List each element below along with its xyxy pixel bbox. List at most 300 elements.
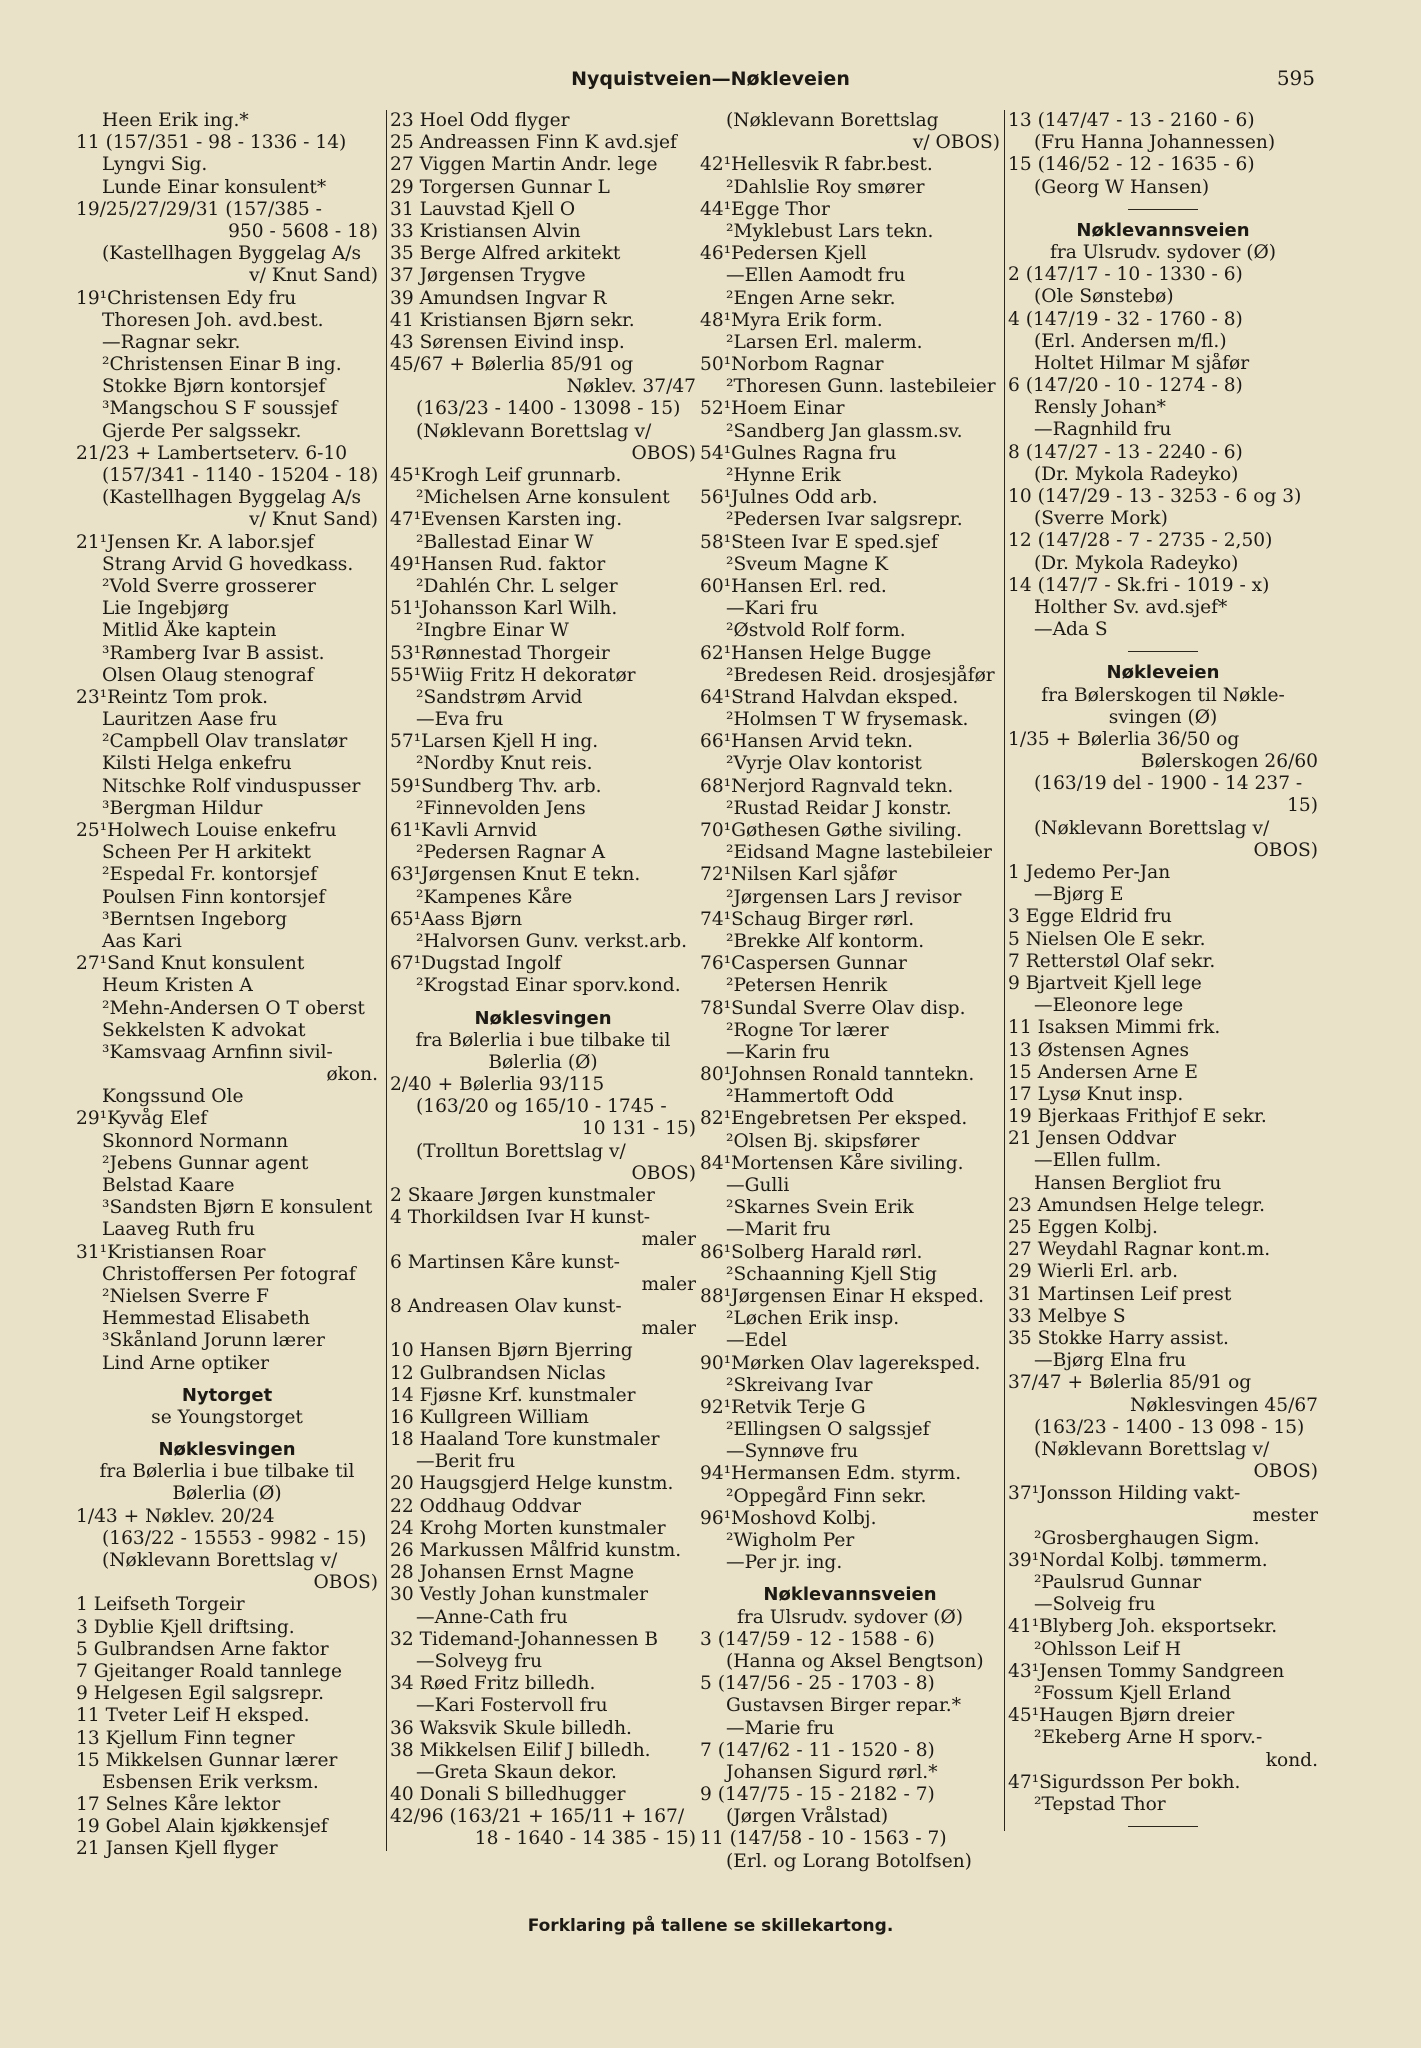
directory-entry: 88¹Jørgensen Einar H eksped. [700, 1285, 984, 1307]
directory-entry: 27 Viggen Martin Andr. lege [390, 154, 658, 176]
directory-entry: —Ellen fullm. [1034, 1150, 1162, 1172]
directory-entry: 64¹Strand Halvdan eksped. [700, 686, 959, 708]
directory-entry: (163/23 - 1400 - 13 098 - 15) [1034, 1416, 1305, 1438]
section-heading: Nøklevannsveien [1076, 219, 1250, 241]
directory-entry: 9 Bjartveit Kjell lege [1008, 972, 1202, 994]
directory-entry: 35 Berge Alfred arkitekt [390, 243, 621, 265]
directory-entry: 7 Gjeitanger Roald tannlege [76, 1660, 342, 1682]
directory-entry: 60¹Hansen Erl. red. [700, 575, 887, 597]
directory-entry: 1/35 + Bølerlia 36/50 og [1008, 728, 1240, 750]
directory-entry: ²Petersen Henrik [726, 975, 888, 997]
directory-entry: ²Ekeberg Arne H sporv.- [1034, 1727, 1263, 1749]
directory-entry: 42¹Hellesvik R fabr.best. [700, 154, 933, 176]
directory-entry: —Ragnhild fru [1034, 419, 1172, 441]
directory-entry: ²Eidsand Magne lastebileier [726, 842, 992, 864]
directory-entry: Lind Arne optiker [102, 1352, 269, 1374]
directory-entry: ²Espedal Fr. kontorsjef [102, 864, 318, 886]
directory-entry: OBOS) [631, 1162, 696, 1184]
directory-entry: 19 Bjerkaas Frithjof E sekr. [1008, 1106, 1267, 1128]
directory-entry: 96¹Moshovd Kolbj. [700, 1507, 877, 1529]
directory-entry: 20 Haugsgjerd Helge kunstm. [390, 1473, 674, 1495]
directory-entry: 29¹Kyvåg Elef [76, 1108, 208, 1130]
page-number: 595 [1276, 66, 1315, 90]
directory-entry: 37¹Jonsson Hilding vakt- [1008, 1483, 1241, 1505]
directory-entry: 950 - 5608 - 18) [228, 220, 378, 242]
directory-entry: 22 Oddhaug Oddvar [390, 1495, 581, 1517]
directory-entry: 43¹Jensen Tommy Sandgreen [1008, 1660, 1285, 1682]
directory-entry: ²Rustad Reidar J konstr. [726, 797, 952, 819]
directory-entry: ²Hammertoft Odd [726, 1086, 894, 1108]
directory-entry: Kongssund Ole [102, 1086, 244, 1108]
directory-entry: (Nøklevann Borettslag v/ [1034, 1438, 1270, 1460]
directory-entry: Stokke Bjørn kontorsjef [102, 376, 326, 398]
directory-entry: ²Tepstad Thor [1034, 1793, 1166, 1815]
directory-entry: Holther Sv. avd.sjef* [1034, 596, 1228, 618]
directory-entry: —Solveyg fru [416, 1650, 543, 1672]
directory-entry: ²Campbell Olav translatør [102, 731, 348, 753]
directory-entry: 45¹Haugen Bjørn dreier [1008, 1705, 1235, 1727]
directory-entry: 54¹Gulnes Ragna fru [700, 442, 897, 464]
directory-entry: 94¹Hermansen Edm. styrm. [700, 1463, 962, 1485]
directory-entry: 49¹Hansen Rud. faktor [390, 553, 606, 575]
directory-entry: ²Vyrje Olav kontorist [726, 753, 922, 775]
directory-entry: ²Myklebust Lars tekn. [726, 220, 934, 242]
directory-entry: 44¹Egge Thor [700, 198, 830, 220]
directory-entry: 43 Sørensen Eivind insp. [390, 331, 625, 353]
directory-entry: 50¹Norbom Ragnar [700, 354, 884, 376]
directory-entry: 12 (147/28 - 7 - 2735 - 2,50) [1008, 530, 1273, 552]
directory-entry: ²Olsen Bj. skipsfører [726, 1130, 920, 1152]
directory-entry: ²Vold Sverre grosserer [102, 575, 316, 597]
directory-entry: 2 (147/17 - 10 - 1330 - 6) [1008, 264, 1243, 286]
directory-entry: ²Fossum Kjell Erland [1034, 1682, 1231, 1704]
directory-entry: 11 Isaksen Mimmi frk. [1008, 1017, 1221, 1039]
directory-entry: fra Ulsrudv. sydover (Ø) [736, 1606, 963, 1628]
directory-entry: 41 Kristiansen Bjørn sekr. [390, 309, 635, 331]
directory-entry: 23¹Reintz Tom prok. [76, 686, 269, 708]
directory-entry: 31¹Kristiansen Roar [76, 1241, 266, 1263]
directory-entry: ²Ellingsen O salgssjef [726, 1419, 930, 1441]
directory-entry: 23 Amundsen Helge telegr. [1008, 1194, 1265, 1216]
directory-entry: 30 Vestly Johan kunstmaler [390, 1584, 649, 1606]
directory-entry: Strang Arvid G hovedkass. [102, 553, 354, 575]
directory-entry: 11 (157/351 - 98 - 1336 - 14) [76, 132, 347, 154]
directory-entry: OBOS) [631, 442, 696, 464]
directory-entry: 80¹Johnsen Ronald tanntekn. [700, 1064, 975, 1086]
directory-entry: 3 Dyblie Kjell driftsing. [76, 1616, 295, 1638]
directory-entry: ²Sandberg Jan glassm.sv. [726, 420, 963, 442]
directory-entry: Bølerlia (Ø) [488, 1051, 598, 1073]
directory-entry: 68¹Nerjord Ragnvald tekn. [700, 775, 954, 797]
directory-entry: ²Ingbre Einar W [416, 620, 569, 642]
directory-entry: 72¹Nilsen Karl sjåfør [700, 864, 897, 886]
directory-entry: 63¹Jørgensen Knut E tekn. [390, 864, 641, 886]
directory-entry: 13 Kjellum Finn tegner [76, 1727, 295, 1749]
directory-entry: ²Pedersen Ivar salgsrepr. [726, 509, 963, 531]
directory-entry: ³Mangschou S F soussjef [102, 398, 338, 420]
directory-entry: 7 (147/62 - 11 - 1520 - 8) [700, 1739, 935, 1761]
directory-entry: ²Oppegård Finn sekr. [726, 1485, 927, 1507]
directory-entry: 4 (147/19 - 32 - 1760 - 8) [1008, 308, 1243, 330]
directory-entry: 17 Lysø Knut insp. [1008, 1083, 1184, 1105]
directory-entry: 11 Tveter Leif H eksped. [76, 1705, 310, 1727]
directory-entry: mester [1252, 1505, 1318, 1527]
directory-entry: (Georg W Hansen) [1034, 176, 1210, 198]
directory-entry: v/ Knut Sand) [249, 509, 378, 531]
directory-entry: Nøklesvingen 45/67 [1129, 1394, 1318, 1416]
directory-entry: ²Wigholm Per [726, 1530, 855, 1551]
directory-entry: 17 Selnes Kåre lektor [76, 1794, 281, 1816]
directory-entry: —Karin fru [726, 1041, 831, 1063]
section-heading: Nøklesvingen [474, 1007, 612, 1029]
directory-entry: 12 Gulbrandsen Niclas [390, 1362, 606, 1384]
directory-entry: Thoresen Joh. avd.best. [102, 309, 324, 331]
directory-entry: 1/43 + Nøklev. 20/24 [76, 1505, 275, 1527]
directory-entry: 19 Gobel Alain kjøkkensjef [76, 1816, 328, 1838]
directory-entry: 61¹Kavli Arnvid [390, 820, 538, 841]
section-heading: Nytorget [181, 1384, 273, 1406]
directory-entry: ²Mehn-Andersen O T oberst [102, 997, 365, 1019]
directory-entry: (Nøklevann Borettslag v/ [416, 420, 652, 442]
section-heading: Nøkleveien [1106, 662, 1220, 684]
directory-entry: (Sverre Mork) [1034, 508, 1168, 530]
directory-entry: 33 Kristiansen Alvin [390, 220, 581, 242]
directory-entry: (Trolltun Borettslag v/ [416, 1140, 626, 1162]
directory-entry: —Bjørg Elna fru [1034, 1350, 1187, 1372]
directory-entry: ²Løchen Erik insp. [726, 1308, 900, 1330]
directory-entry: svingen (Ø) [1108, 706, 1218, 728]
directory-entry: 76¹Caspersen Gunnar [700, 953, 907, 975]
directory-entry: (163/23 - 1400 - 13098 - 15) [416, 398, 681, 420]
directory-entry: —Per jr. ing. [726, 1552, 843, 1574]
directory-entry: —Bjørg E [1034, 884, 1124, 906]
directory-entry: ²Krogstad Einar sporv.kond. [416, 975, 681, 997]
directory-entry: 70¹Gøthesen Gøthe siviling. [700, 820, 963, 841]
directory-entry: økon. [326, 1064, 378, 1086]
directory-entry: 92¹Retvik Terje G [700, 1396, 866, 1418]
directory-entry: —Gulli [726, 1175, 790, 1196]
directory-entry: ³Berntsen Ingeborg [102, 908, 288, 930]
directory-entry: Esbensen Erik verksm. [102, 1771, 319, 1793]
directory-entry: (163/22 - 15553 - 9982 - 15) [102, 1527, 367, 1549]
directory-entry: Johansen Sigurd rørl.* [726, 1761, 938, 1783]
directory-entry: (Dr. Mykola Radeyko) [1034, 463, 1239, 485]
directory-entry: 1 Leifseth Torgeir [76, 1594, 245, 1616]
directory-entry: fra Bølerlia i bue tilbake til [415, 1029, 671, 1051]
directory-entry: 35 Stokke Harry assist. [1008, 1327, 1229, 1349]
directory-entry: 11 (147/58 - 10 - 1563 - 7) [700, 1828, 947, 1850]
directory-entry: 18 - 1640 - 14 385 - 15) [474, 1828, 696, 1850]
directory-entry: —Kari Fostervoll fru [416, 1695, 608, 1717]
directory-entry: 84¹Mortensen Kåre siviling. [700, 1152, 964, 1174]
directory-entry: —Greta Skaun dekor. [416, 1761, 617, 1783]
directory-entry: ³Skånland Jorunn lærer [102, 1330, 325, 1352]
directory-entry: ²Dahlslie Roy smører [726, 176, 925, 198]
directory-entry: Hansen Bergliot fru [1034, 1172, 1222, 1194]
directory-entry: OBOS) [1253, 1461, 1318, 1483]
directory-entry: Lunde Einar konsulent* [102, 176, 327, 198]
directory-entry: Lie Ingebjørg [102, 598, 230, 620]
column-4 [1004, 110, 1318, 1831]
directory-entry: (Kastellhagen Byggelag A/s [102, 487, 362, 509]
directory-entry: 3 Egge Eldrid fru [1008, 906, 1172, 928]
directory-entry: Gjerde Per salgssekr. [102, 420, 302, 442]
directory-entry: ²Grosberghaugen Sigm. [1034, 1527, 1260, 1549]
directory-entry: Nøklev. 37/47 [566, 376, 696, 398]
directory-entry: 14 Fjøsne Krf. kunstmaler [390, 1384, 636, 1406]
directory-entry: ²Jebens Gunnar agent [102, 1152, 309, 1174]
directory-entry: (Ole Sønstebø) [1034, 286, 1174, 308]
directory-entry: 36 Waksvik Skule billedh. [390, 1717, 632, 1739]
directory-entry: 4 Thorkildsen Ivar H kunst- [390, 1207, 651, 1229]
directory-entry: 39¹Nordal Kolbj. tømmerm. [1008, 1549, 1268, 1571]
directory-entry: 29 Torgersen Gunnar L [390, 176, 610, 198]
directory-entry: Hemmestad Elisabeth [102, 1308, 310, 1330]
directory-entry: ²Larsen Erl. malerm. [726, 331, 923, 353]
directory-entry: 10 (147/29 - 13 - 3253 - 6 og 3) [1008, 486, 1302, 508]
directory-entry: 82¹Engebretsen Per eksped. [700, 1108, 968, 1130]
directory-entry: ²Sveum Magne K [726, 553, 889, 575]
directory-entry: 21/23 + Lambertseterv. 6-10 [76, 442, 348, 464]
column-3 [700, 110, 1000, 1873]
directory-entry: 8 Andreasen Olav kunst- [390, 1295, 622, 1317]
directory-entry: —Kari fru [726, 598, 819, 620]
directory-entry: 40 Donali S billedhugger [390, 1784, 626, 1806]
page-title: Nyquistveien—Nøkleveien [571, 68, 850, 90]
directory-entry: Lyngvi Sig. [102, 154, 208, 176]
directory-entry: 46¹Pedersen Kjell [700, 243, 867, 265]
directory-entry: (Hanna og Aksel Bengtson) [726, 1650, 984, 1672]
directory-entry: ³Sandsten Bjørn E konsulent [102, 1197, 373, 1219]
directory-entry: ²Østvold Rolf form. [726, 620, 906, 642]
directory-entry: ²Skreivang Ivar [726, 1374, 873, 1396]
directory-entry: 2 Skaare Jørgen kunstmaler [390, 1185, 655, 1207]
directory-entry: ²Sandstrøm Arvid [416, 686, 583, 708]
directory-entry: 74¹Schaug Birger rørl. [700, 908, 915, 930]
directory-entry: ²Nielsen Sverre F [102, 1285, 269, 1307]
directory-entry: 8 (147/27 - 13 - 2240 - 6) [1008, 441, 1243, 463]
directory-entry: 14 (147/7 - Sk.fri - 1019 - x) [1008, 574, 1270, 596]
directory-entry: 13 Østensen Agnes [1008, 1039, 1190, 1061]
directory-entry: 39 Amundsen Ingvar R [390, 287, 607, 309]
directory-entry: ²Paulsrud Gunnar [1034, 1572, 1202, 1594]
directory-entry: (Nøklevann Borettslag [726, 110, 939, 131]
directory-entry: fra Bølerlia i bue tilbake til [99, 1461, 355, 1483]
directory-entry: 21 Jensen Oddvar [1008, 1128, 1176, 1150]
directory-entry: 56¹Julnes Odd arb. [700, 487, 878, 509]
directory-entry: —Anne-Cath fru [416, 1606, 568, 1628]
directory-entry: ³Ramberg Ivar B assist. [102, 642, 325, 664]
directory-entry: 9 (147/75 - 15 - 2182 - 7) [700, 1784, 935, 1806]
directory-entry: ²Hynne Erik [726, 465, 841, 486]
directory-entry: Lauritzen Aase fru [102, 709, 278, 731]
directory-entry: 10 Hansen Bjørn Bjerring [390, 1340, 633, 1362]
directory-entry: (Erl. Andersen m/fl.) [1034, 330, 1227, 352]
directory-entry: 57¹Larsen Kjell H ing. [390, 731, 599, 753]
column-2 [386, 110, 696, 1851]
directory-entry: 10 131 - 15) [581, 1118, 696, 1140]
directory-entry: ²Holmsen T W frysemask. [726, 709, 969, 731]
directory-entry: 21 Jansen Kjell flyger [76, 1838, 278, 1860]
directory-entry: ²Michelsen Arne konsulent [416, 487, 670, 509]
directory-entry: ²Schaanning Kjell Stig [726, 1263, 937, 1285]
column-1 [76, 110, 378, 1861]
directory-entry: 66¹Hansen Arvid tekn. [700, 731, 914, 753]
directory-entry: 6 Martinsen Kåre kunst- [390, 1251, 620, 1273]
directory-entry: (Jørgen Vrålstad) [726, 1806, 889, 1828]
section-heading: Nøklevannsveien [763, 1584, 937, 1606]
directory-entry: 19/25/27/29/31 (157/385 - [76, 198, 322, 220]
directory-entry: 31 Lauvstad Kjell O [390, 198, 576, 220]
directory-entry: 47¹Sigurdsson Per bokh. [1008, 1771, 1241, 1793]
directory-entry: 42/96 (163/21 + 165/11 + 167/ [390, 1806, 685, 1828]
directory-entry: 34 Røed Fritz billedh. [390, 1673, 596, 1695]
directory-entry: 65¹Aass Bjørn [390, 908, 523, 930]
directory-entry: 38 Mikkelsen Eilif J billedh. [390, 1739, 651, 1761]
footer-note: Forklaring på tallene se skillekartong. [527, 1916, 894, 1936]
directory-entry: 62¹Hansen Helge Bugge [700, 642, 932, 664]
directory-entry: ²Finnevolden Jens [416, 797, 586, 819]
directory-entry: ²Thoresen Gunn. lastebileier [726, 376, 996, 398]
directory-entry: (Kastellhagen Byggelag A/s [102, 243, 362, 265]
directory-entry: 25 Andreassen Finn K avd.sjef [390, 132, 677, 154]
directory-entry: 15) [1287, 795, 1318, 817]
directory-entry: 25¹Holwech Louise enkefru [76, 820, 337, 841]
directory-entry: 86¹Solberg Harald rørl. [700, 1241, 923, 1263]
directory-entry: Rensly Johan* [1034, 397, 1166, 419]
directory-entry: (163/20 og 165/10 - 1745 - [416, 1096, 667, 1118]
directory-entry: 15 Andersen Arne E [1008, 1061, 1198, 1083]
directory-entry: fra Ulsrudv. sydover (Ø) [1049, 241, 1276, 263]
directory-entry: maler [641, 1229, 696, 1251]
directory-entry: (Dr. Mykola Radeyko) [1034, 552, 1239, 574]
directory-entry: 27¹Sand Knut konsulent [76, 953, 305, 975]
directory-entry: —Ellen Aamodt fru [726, 265, 906, 287]
directory-entry: (157/341 - 1140 - 15204 - 18) [102, 465, 378, 486]
directory-entry: 33 Melbye S [1008, 1305, 1126, 1327]
directory-entry: Sekkelsten K advokat [102, 1019, 306, 1041]
directory-entry: 53¹Rønnestad Thorgeir [390, 642, 610, 664]
directory-entry: 55¹Wiig Fritz H dekoratør [390, 664, 636, 686]
directory-entry: 31 Martinsen Leif prest [1008, 1283, 1232, 1305]
directory-entry: —Edel [726, 1330, 788, 1352]
directory-entry: 3 (147/59 - 12 - 1588 - 6) [700, 1628, 935, 1650]
directory-entry: 6 (147/20 - 10 - 1274 - 8) [1008, 375, 1243, 397]
directory-entry: ²Kampenes Kåre [416, 886, 573, 908]
directory-entry: 2/40 + Bølerlia 93/115 [390, 1074, 605, 1096]
directory-entry: OBOS) [1253, 839, 1318, 861]
directory-entry: 45/67 + Bølerlia 85/91 og [390, 354, 634, 376]
directory-entry: Belstad Kaare [102, 1175, 235, 1196]
directory-entry: 37 Jørgensen Trygve [390, 265, 586, 287]
directory-entry: 29 Wierli Erl. arb. [1008, 1261, 1179, 1283]
directory-entry: 5 Gulbrandsen Arne faktor [76, 1638, 329, 1660]
directory-entry: (163/19 del - 1900 - 14 237 - [1034, 773, 1303, 795]
directory-entry: —Eva fru [416, 709, 504, 731]
directory-entry: 15 (146/52 - 12 - 1635 - 6) [1008, 154, 1255, 176]
directory-entry: se Youngstorget [151, 1406, 303, 1428]
directory-entry: Olsen Olaug stenograf [102, 664, 314, 686]
directory-entry: 19¹Christensen Edy fru [76, 287, 297, 309]
directory-entry: 21¹Jensen Kr. A labor.sjef [76, 531, 314, 553]
directory-entry: 48¹Myra Erik form. [700, 309, 883, 331]
directory-entry: ²Nordby Knut reis. [416, 753, 593, 775]
directory-entry: 15 Mikkelsen Gunnar lærer [76, 1749, 338, 1771]
directory-entry: —Eleonore lege [1034, 995, 1184, 1017]
directory-entry: 51¹Johansson Karl Wilh. [390, 598, 618, 620]
directory-entry: —Berit fru [416, 1451, 516, 1473]
directory-entry: 9 Helgesen Egil salgsrepr. [76, 1683, 325, 1705]
directory-entry: Bølerlia (Ø) [172, 1483, 282, 1505]
directory-entry: maler [641, 1273, 696, 1295]
directory-entry: kond. [1265, 1749, 1318, 1771]
directory-entry: 5 (147/56 - 25 - 1703 - 8) [700, 1673, 935, 1695]
section-heading: Nøklesvingen [158, 1439, 296, 1461]
directory-entry: ²Christensen Einar B ing. [102, 354, 342, 376]
directory-entry: 1 Jedemo Per-Jan [1008, 862, 1171, 884]
directory-entry: 28 Johansen Ernst Magne [390, 1562, 635, 1584]
directory-entry: 13 (147/47 - 13 - 2160 - 6) [1008, 110, 1255, 131]
directory-entry: 90¹Mørken Olav lagereksped. [700, 1352, 981, 1374]
directory-entry: ³Kamsvaag Arnfinn sivil- [102, 1041, 333, 1063]
directory-entry: 41¹Blyberg Joh. eksportsekr. [1008, 1616, 1278, 1638]
directory-entry: (Fru Hanna Johannessen) [1034, 132, 1276, 154]
directory-entry: Heum Kristen A [102, 975, 253, 997]
directory-entry: Skonnord Normann [102, 1130, 289, 1152]
directory-entry: ²Dahlén Chr. L selger [416, 575, 618, 597]
directory-entry: 7 Retterstøl Olaf sekr. [1008, 950, 1216, 972]
directory-entry: 25 Eggen Kolbj. [1008, 1217, 1158, 1239]
directory-entry: 78¹Sundal Sverre Olav disp. [700, 997, 966, 1019]
directory-entry: (Nøklevann Borettslag v/ [1034, 817, 1270, 839]
directory-entry: 37/47 + Bølerlia 85/91 og [1008, 1372, 1252, 1394]
directory-entry: (Erl. og Lorang Botolfsen) [726, 1850, 972, 1872]
directory-entry: 52¹Hoem Einar [700, 398, 845, 420]
section-divider [1128, 1826, 1198, 1827]
directory-entry: ²Skarnes Svein Erik [726, 1197, 914, 1219]
directory-entry: fra Bølerskogen til Nøkle- [1041, 684, 1285, 706]
directory-entry: Kilsti Helga enkefru [102, 753, 292, 775]
directory-entry: Mitlid Åke kaptein [102, 620, 277, 642]
directory-entry: ²Pedersen Ragnar A [416, 842, 606, 864]
directory-entry: v/ Knut Sand) [249, 265, 378, 287]
directory-entry: —Ragnar sekr. [102, 331, 241, 353]
directory-entry: Aas Kari [102, 930, 182, 952]
directory-entry: —Ada S [1034, 619, 1108, 641]
directory-entry: 18 Haaland Tore kunstmaler [390, 1429, 660, 1451]
directory-entry: 24 Krohg Morten kunstmaler [390, 1517, 666, 1539]
section-divider [1128, 209, 1198, 210]
directory-entry: Holtet Hilmar M sjåfør [1034, 352, 1250, 374]
directory-entry: —Marie fru [726, 1717, 835, 1739]
directory-entry: ³Bergman Hildur [102, 797, 263, 819]
directory-entry: Christoffersen Per fotograf [102, 1263, 356, 1285]
directory-entry: Gustavsen Birger repar.* [726, 1695, 961, 1717]
directory-entry: v/ OBOS) [912, 132, 1000, 154]
directory-entry: 45¹Krogh Leif grunnarb. [390, 465, 622, 486]
directory-entry: Bølerskogen 26/60 [1140, 751, 1318, 773]
directory-entry: 23 Hoel Odd flyger [390, 110, 570, 131]
directory-entry: ²Brekke Alf kontorm. [726, 930, 925, 952]
directory-entry: 26 Markussen Målfrid kunstm. [390, 1540, 682, 1562]
directory-entry: Poulsen Finn kontorsjef [102, 886, 326, 908]
section-divider [1128, 651, 1198, 652]
directory-entry: 58¹Steen Ivar E sped.sjef [700, 531, 938, 553]
directory-entry: —Solveig fru [1034, 1594, 1156, 1616]
directory-entry: Heen Erik ing.* [102, 110, 249, 131]
directory-entry: ²Ballestad Einar W [416, 531, 594, 553]
directory-entry: 32 Tidemand-Johannessen B [390, 1628, 659, 1650]
